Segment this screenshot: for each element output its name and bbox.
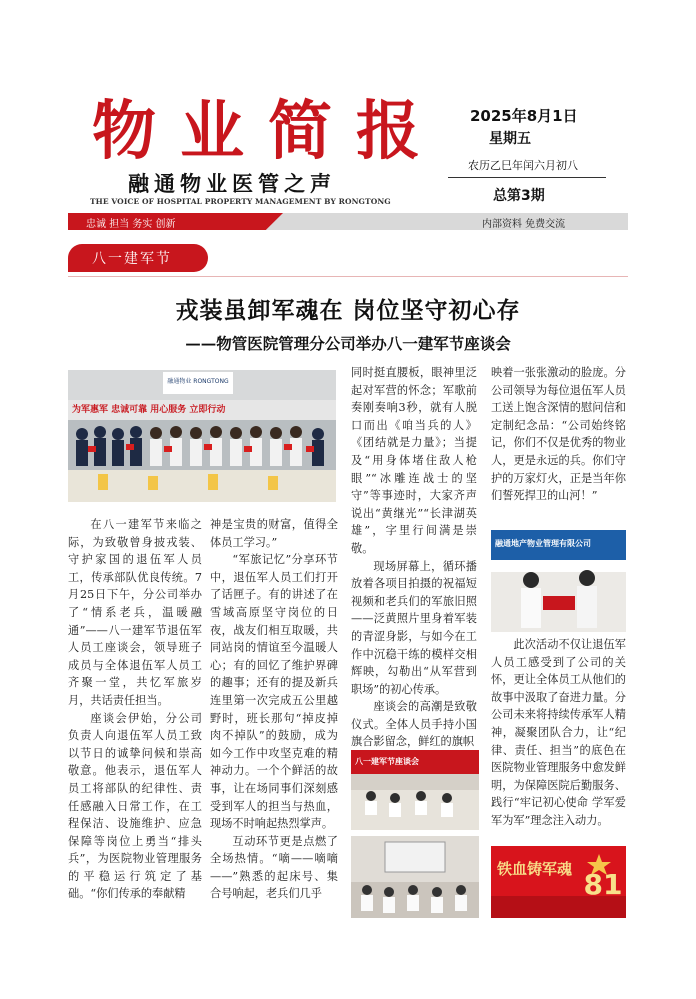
paragraph: 此次活动不仅让退伍军人员工感受到了公司的关怀，更让全体员工从他们的故事中汲取了奋进力量。分公司未来将持续传承军人精神，凝聚团队合力，让“纪律、责任、担当”的底色在医院物业管理服务中愈发鲜明，为保障医院后勤服务、践行“牢记初心使命 学军爱军为军”理念注入动力。 <box>491 638 626 827</box>
newspaper-title: 物业简报 <box>92 94 444 169</box>
article-column-2 <box>210 516 338 903</box>
paragraph: 在八一建军节来临之际，为致敬曾身披戎装、守护家国的退伍军人员工，传承部队优良传统。7月25日下午，分公司举办了“情系老兵，温暖融通”——八一建军节退伍军人员工座谈会，领导班子成员与全体退伍军人员工齐聚一堂，共忆军旅岁月，共话责任担当。 <box>68 518 202 707</box>
meeting-photo-1 <box>351 750 479 830</box>
article-subheadline: ——物管医院管理分公司举办八一建军节座谈会 <box>185 334 511 353</box>
article-column-4-bottom <box>491 636 626 830</box>
motto: 忠诚 担当 务实 创新 <box>86 219 176 230</box>
paragraph: 神是宝贵的财富，值得全体员工学习。” <box>210 518 338 549</box>
paragraph: 互动环节更是点燃了全场热情。“嘀——嘀嘀——”熟悉的起床号、集合号响起，老兵们几乎 <box>210 834 338 901</box>
paragraph: 座谈会伊始，分公司负责人向退伍军人员工致以节日的诚挚问候和崇高敬意。他表示，退伍军人员工将部队的纪律性、责任感融入日常工作，在工程保洁、设施维护、应急保障等岗位上勇当“排头兵”，为医院物业管理服务的平稳运行筑定了基础。“你们传承的奉献精 <box>68 711 202 901</box>
poster-number: 81 <box>583 868 623 901</box>
issue-number: 总第3期 <box>493 188 545 204</box>
section-tab <box>68 244 208 272</box>
article-column-4-top <box>491 364 626 505</box>
paragraph: 座谈会的高潮是致敬仪式。全体人员手持小国旗合影留念，鲜红的旗帜 <box>351 700 477 749</box>
ceremony-sign-text: 融通地产物业管理有限公司 <box>495 539 591 548</box>
article-column-3 <box>351 364 477 751</box>
paragraph: “军旅记忆”分享环节中，退伍军人员工们打开了话匣子。有的讲述了在雪域高原坚守岗位的日夜，战友们相互取暖，共同站岗的情谊至今温暖人心；有的回忆了维护界碑的趣事；还有的提及新兵连里第一次完成五公里越野时，班长那句“掉皮掉肉不掉队”的鼓励，成为如今工作中攻坚克难的精神动力。一个个鲜活的故事，让在场同事们深刻感受到军人的担当与热血，现场不时响起热烈掌声。 <box>210 553 338 831</box>
section-tab-label: 八一建军节 <box>92 251 172 267</box>
poster-title: 铁血铸军魂 <box>497 860 573 878</box>
paragraph: 映着一张张激动的脸庞。分公司领导为每位退伍军人员工送上饱含深情的慰问信和定制纪念品：“公司始终铭记，你们不仅是优秀的物业人，更是永远的兵。你们守护的万家灯火，正是当年你们誓死捍卫的山河！” <box>491 366 626 503</box>
ceremony-photo <box>491 530 626 632</box>
article-column-1 <box>68 516 202 903</box>
army-day-poster <box>491 846 626 918</box>
issue-weekday: 星期五 <box>489 131 531 147</box>
meeting-banner-text: 八一建军节座谈会 <box>355 757 419 766</box>
paragraph: 现场屏幕上，循环播放着各项目拍摄的祝福短视频和老兵们的军旅旧照——泛黄照片里身着军装的青涩身影，与如今在工作中沉稳干练的模样交相辉映，勾勒出“从军营到职场”的初心传承。 <box>351 559 477 696</box>
internal-note: 内部资料 免费交流 <box>482 219 566 230</box>
group-photo <box>68 370 336 502</box>
issue-date: 2025年8月1日 <box>470 107 578 125</box>
article-headline: 戎装虽卸军魂在 岗位坚守初心存 <box>175 298 521 324</box>
masthead-divider <box>448 177 606 178</box>
newspaper-subtitle: 融通物业医管之声 <box>128 172 336 196</box>
photo-banner-text: 为军惠军 忠诚可靠 用心服务 立即行动 <box>72 405 226 415</box>
newspaper-english-subtitle: THE VOICE OF HOSPITAL PROPERTY MANAGEMENT BY RONGTONG <box>90 197 391 206</box>
photo-company-sign: 融通物业 RONGTONG <box>167 378 229 385</box>
meeting-photo-2 <box>351 836 479 918</box>
lunar-date: 农历乙巳年闰六月初八 <box>468 159 578 172</box>
paragraph: 同时挺直腰板，眼神里泛起对军营的怀念；军歌前奏刚奏响3秒，就有人脱口而出《咱当兵的人》《团结就是力量》；当提及“用身体堵住敌人枪眼”“冰雕连战士的坚守”等事迹时，大家齐声说出“黄继光”“长津湖英雄”，字里行间满是崇敬。 <box>351 366 477 555</box>
